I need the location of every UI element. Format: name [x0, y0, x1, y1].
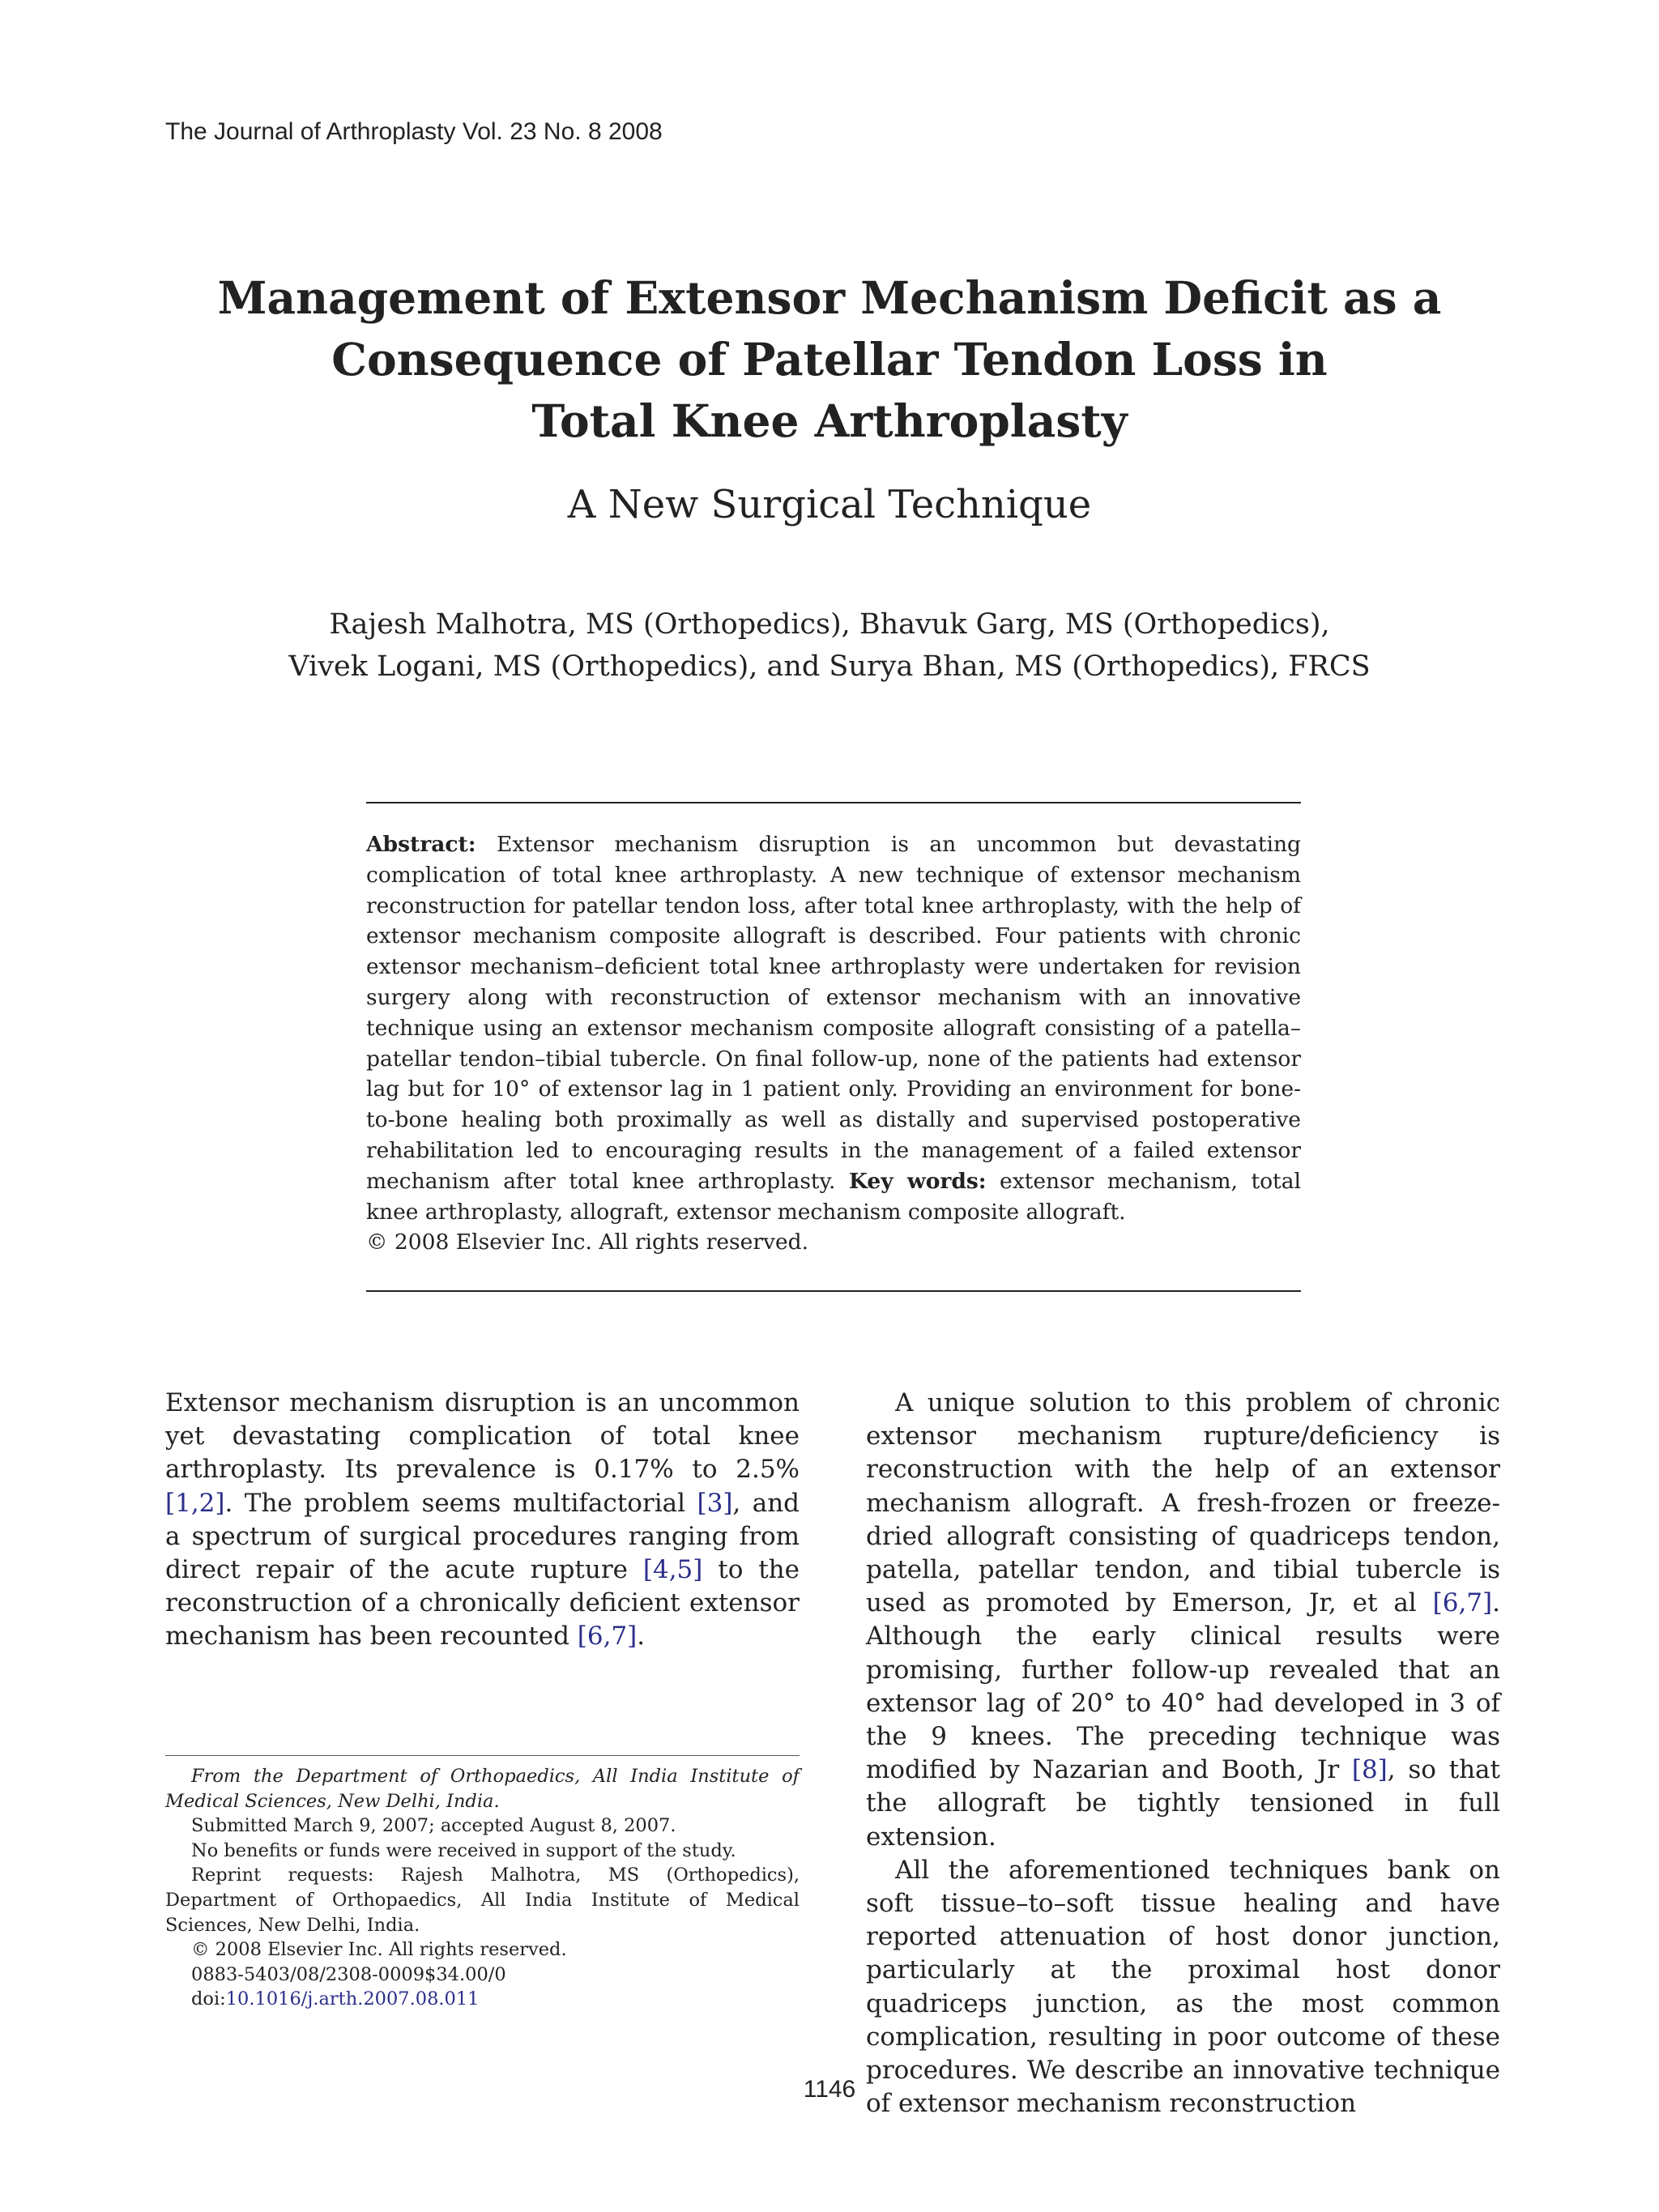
body-text: , so that the allograft be tightly tensioned in full extension. — [866, 1755, 1500, 1852]
author-line: Rajesh Malhotra, MS (Orthopedics), Bhavuk Garg, MS (Orthopedics), — [329, 608, 1330, 641]
footnote-copyright: © 2008 Elsevier Inc. All rights reserved. — [191, 1939, 567, 1961]
citation-link[interactable]: [8] — [1351, 1755, 1388, 1785]
doi-link[interactable]: 10.1016/j.arth.2007.08.011 — [225, 1988, 480, 2010]
author-list — [122, 603, 1537, 688]
footnote-reprint: Reprint requests: Rajesh Malhotra, MS (Orthopedics), Department of Orthopaedics, All India Institute of Medical Sciences, New Delhi, India. — [165, 1865, 800, 1936]
body-text: . The problem seems multifactorial — [224, 1488, 697, 1518]
left-column — [165, 1387, 800, 1654]
body-paragraph — [165, 1387, 800, 1654]
abstract-copyright: © 2008 Elsevier Inc. All rights reserved. — [366, 1230, 809, 1255]
page-number: 1146 — [803, 2076, 856, 2103]
footnote-issn: 0883-5403/08/2308-0009$34.00/0 — [191, 1963, 506, 1985]
citation-link[interactable]: [3] — [697, 1488, 733, 1518]
body-text: . Although the early clinical results were promising, further follow-up revealed that an extensor lag of 20° to 40° had developed in 3 of the 9 knees. The preceding technique was modified by Nazarian and Booth, Jr — [866, 1588, 1500, 1785]
body-text: A unique solution to this problem of chronic extensor mechanism rupture/deficiency is reconstruction with the help of an extensor mechanism allograft. A fresh-frozen or freeze-dried allograft consisting of quadriceps tendon, patella, patellar tendon, and tibial tubercle is used as promoted by Emerson, Jr, et al — [866, 1388, 1500, 1618]
title-line: Consequence of Patellar Tendon Loss in — [331, 333, 1328, 386]
keywords-text: extensor mechanism, total knee arthroplasty, allograft, extensor mechanism composite allograft. — [366, 1168, 1301, 1225]
body-paragraph: All the aforementioned techniques bank on soft tissue–to–soft tissue healing and have reported attenuation of host donor junction, particularly at the proximal host donor quadriceps junction, as the most common complication, resulting in poor outcome of these procedures. We describe an innovative technique of extensor mechanism reconstruction — [866, 1855, 1500, 2119]
article-subtitle: A New Surgical Technique — [567, 482, 1092, 527]
abstract-bottom-rule — [366, 1290, 1301, 1292]
citation-link[interactable]: [4,5] — [642, 1555, 703, 1585]
citation-link[interactable]: [1,2] — [165, 1488, 225, 1518]
footnote — [165, 1764, 800, 2012]
body-text: . — [637, 1622, 646, 1652]
footnote-rule — [165, 1755, 800, 1756]
abstract — [366, 829, 1301, 1258]
citation-link[interactable]: [6,7] — [1432, 1588, 1493, 1618]
body-text: to the reconstruction of a chronically deficient extensor mechanism has been recounted — [165, 1555, 800, 1652]
body-text: , and a spectrum of surgical procedures ranging from direct repair of the acute rupture — [165, 1488, 800, 1585]
body-paragraph — [866, 1387, 1500, 1854]
footnote-doi — [165, 1987, 800, 2012]
doi-label: doi: — [191, 1988, 226, 2010]
abstract-label: Abstract: — [366, 832, 476, 857]
author-line: Vivek Logani, MS (Orthopedics), and Surya Bhan, MS (Orthopedics), FRCS — [288, 650, 1371, 683]
title-line: Total Knee Arthroplasty — [531, 394, 1128, 447]
keywords-label: Key words: — [848, 1168, 987, 1194]
footnote-submitted: Submitted March 9, 2007; accepted August 8, 2007. — [191, 1815, 676, 1837]
abstract-top-rule — [366, 802, 1301, 803]
running-head: The Journal of Arthroplasty Vol. 23 No. 8 2008 — [165, 118, 663, 145]
citation-link[interactable]: [6,7] — [577, 1622, 638, 1652]
article-title — [162, 267, 1497, 452]
footnote-affiliation: From the Department of Orthopaedics, All India Institute of Medical Sciences, New Delhi, India. — [165, 1766, 800, 1812]
footnote-funding: No benefits or funds were received in support of the study. — [191, 1839, 736, 1861]
right-column — [866, 1387, 1500, 2120]
title-line: Management of Extensor Mechanism Deficit as a — [217, 271, 1442, 324]
abstract-text: Extensor mechanism disruption is an uncommon but devastating complication of total knee arthroplasty. A new technique of extensor mechanism reconstruction for patellar tendon loss, after total knee arthroplasty, with the help of extensor mechanism composite allograft is described. Four patients with chronic extensor mechanism–deficient total knee arthroplasty were undertaken for revision surgery along with reconstruction of extensor mechanism with an innovative technique using an extensor mechanism composite allograft consisting of a patella–patellar tendon–tibial tubercle. On final follow-up, none of the patients had extensor lag but for 10° of extensor lag in 1 patient only. Providing an environment for bone-to-bone healing both proximally as well as distally and supervised postoperative rehabilitation led to encouraging results in the management of a failed extensor mechanism after total knee arthroplasty. — [366, 832, 1301, 1194]
body-text: Extensor mechanism disruption is an uncommon yet devastating complication of total knee arthroplasty. Its prevalence is 0.17% to 2.5% — [165, 1388, 800, 1485]
